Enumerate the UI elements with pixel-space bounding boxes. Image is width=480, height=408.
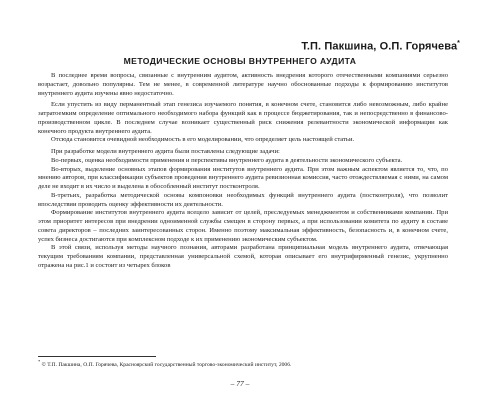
paragraph-9: В этой связи, используя методы научного познания, авторами разработана принципиальная модель внутреннего аудита, отвечающая текущим требованиям компании, представленная универсальной схемой, которая описывает его внутрифирменный генезис, укрупненно отражена на рис.1 и состоит из четырех блоков <box>38 244 448 269</box>
page-number: – 77 – <box>230 379 250 388</box>
paragraph-3: Отсюда становится очевидной необходимость в его моделировании, что определяет цель настоящей статьи. <box>51 136 355 144</box>
article-title: МЕТОДИЧЕСКИЕ ОСНОВЫ ВНУТРЕННЕГО АУДИТА <box>123 56 357 66</box>
paragraph-7: В-третьих, разработка методической основы компоновки необходимых функций внутреннего аудита (постконтроля), что позволит впоследствии проводить оценку эффективности их деятельности. <box>38 191 448 208</box>
footnote-mark: * <box>38 359 41 364</box>
paragraph-4: При разработке модели внутреннего аудита были поставлены следующие задачи: <box>51 148 280 155</box>
paragraph-2: Если упустить из виду перманентный этап генезиса изучаемого понятия, в конечном счете, становится либо невозможным, либо крайне затратоемким определение оптимального необходимого набора функций как в процессе бюджетирования, так и непосредственно в финансово-производственном цикле. В последнем случае возникает существенный риск снижения релевантности экономической информации как конечного продукта внутреннего аудита. <box>38 101 448 135</box>
article-body <box>38 72 448 271</box>
paragraph-6: Во-вторых, выделение основных этапов формирования институтов внутреннего аудита. При этом важным аспектом является то, что, по мнению авторов, при классификации субъектов проведения внутреннего аудита ревизионная комиссия, часто отождествляемая с ними, на самом деле не входит в их число и выделена в обособленный институт постконтроля. <box>38 165 448 190</box>
footnote-text: © Т.П. Пакшина, О.П. Горячева, Красноярский государственный торгово-экономический институт, 2006. <box>41 361 292 368</box>
paragraph-1: В последнее время вопросы, связанные с внутренним аудитом, активность внедрения которого отечественными компаниями серьезно возрастает, довольно популярны. Тем не менее, в современной литературе научно обоснованные подходы к формированию институтов внутреннего аудита изучены явно недостаточно. <box>38 72 448 97</box>
footnote <box>38 358 448 369</box>
authors-footnote-mark: * <box>457 40 460 47</box>
footnote-divider <box>38 356 156 357</box>
authors-text: Т.П. Пакшина, О.П. Горячева <box>301 40 458 53</box>
authors-line <box>301 40 460 53</box>
paragraph-8: Формирование институтов внутреннего аудита всецело зависит от целей, преследуемых менеджментом и собственниками компании. При этом приоритет интересов при внедрении одноименной службы смещен в сторону первых, а при использовании комитета по аудиту в составе совета директоров – последних заинтересованных сторон. Именно поэтому максимальная эффективность, безопасность и, в конечном счете, успех бизнеса достигаются при комплексном подходе к их применению экономическим субъектом. <box>38 209 448 243</box>
paragraph-5: Во-первых, оценка необходимости применения и перспективы внутреннего аудита в деятельности экономического субъекта. <box>51 156 403 164</box>
